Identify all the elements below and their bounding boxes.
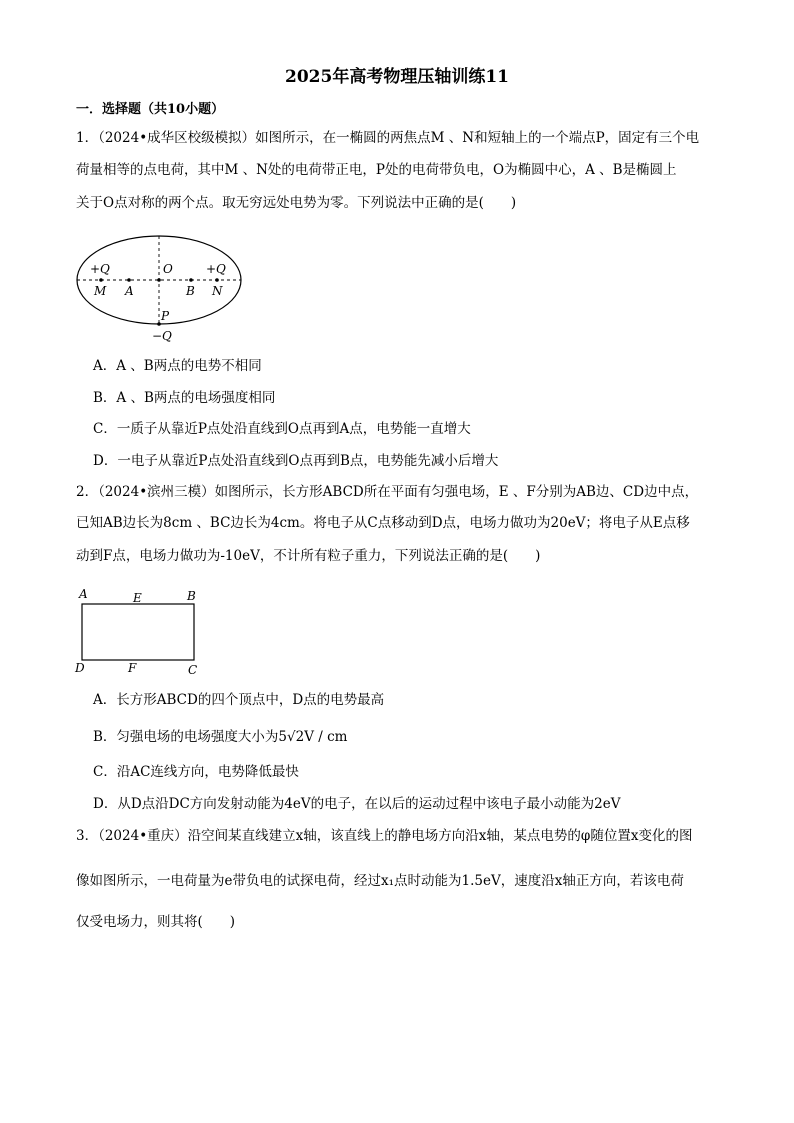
q2-option-d: D．从D点沿DC方向发射动能为4eV的电子，在以后的运动过程中该电子最小动能为2eV [93,796,621,812]
label-n: N [212,284,223,298]
label-a: A [125,284,134,298]
q3-line-3: 仅受电场力，则其将( ) [76,914,236,930]
q1-line-1: 1．（2024•成华区校级模拟）如图所示，在一椭圆的两焦点M 、N和短轴上的一个端点P，固定有三个电 [76,130,700,146]
label-d: D [75,661,85,675]
rectangle-abcd [82,604,194,660]
label-f: F [128,661,137,675]
q1-line-2: 荷量相等的点电荷，其中M 、N处的电荷带正电，P处的电荷带负电，O为椭圆中心，A 、B是椭圆上 [76,162,677,178]
q2-option-a: A．长方形ABCD的四个顶点中，D点的电势最高 [93,692,385,708]
q1-option-b: B．A 、B两点的电场强度相同 [93,390,276,406]
point-o [157,278,161,282]
section-heading: 一．选择题（共10小题） [76,102,225,117]
q1-option-c: C．一质子从靠近P点处沿直线到O点再到A点，电势能一直增大 [93,421,471,437]
label-c: C [188,663,198,677]
q1-option-a: A．A 、B两点的电势不相同 [93,358,262,374]
label-q-right: +Q [206,262,226,276]
q2-option-c: C．沿AC连线方向，电势降低最快 [93,764,299,780]
q1-option-d: D．一电子从靠近P点处沿直线到O点再到B点，电势能先减小后增大 [93,453,499,469]
label-p: P [161,309,170,323]
q2-line-3: 动到F点，电场力做功为-10eV，不计所有粒子重力，下列说法正确的是( ) [76,548,541,564]
q3-line-1: 3．（2024•重庆）沿空间某直线建立x轴，该直线上的静电场方向沿x轴，某点电势的φ随位置x变化的图 [76,828,693,844]
label-q-bottom: −Q [152,329,172,343]
point-n [215,278,219,282]
label-e: E [133,591,142,605]
q2-rectangle-figure [72,584,212,680]
q1-ellipse-figure [70,225,250,345]
label-q-left: +Q [90,262,110,276]
point-b [189,278,193,282]
q3-line-2: 像如图所示，一电荷量为e带负电的试探电荷，经过x₁点时动能为1.5eV，速度沿x轴正方向，若该电荷 [76,873,684,889]
point-a [127,278,131,282]
q2-line-2: 已知AB边长为8cm 、BC边长为4cm。将电子从C点移动到D点，电场力做功为20eV；将电子从E点移 [76,515,690,531]
label-o: O [163,262,173,276]
q2-option-b: B．匀强电场的电场强度大小为5√2V / cm [93,729,348,745]
page-title: 2025年高考物理压轴训练11 [285,67,509,87]
label-m: M [94,284,107,298]
q1-line-3: 关于O点对称的两个点。取无穷远处电势为零。下列说法中正确的是( ) [76,195,517,211]
q2-line-1: 2．（2024•滨州三模）如图所示，长方形ABCD所在平面有匀强电场，E 、F分别为AB边、CD边中点， [76,484,699,500]
label-b: B [187,589,196,603]
label-b: B [186,284,195,298]
label-a: A [79,587,88,601]
point-m [99,278,103,282]
